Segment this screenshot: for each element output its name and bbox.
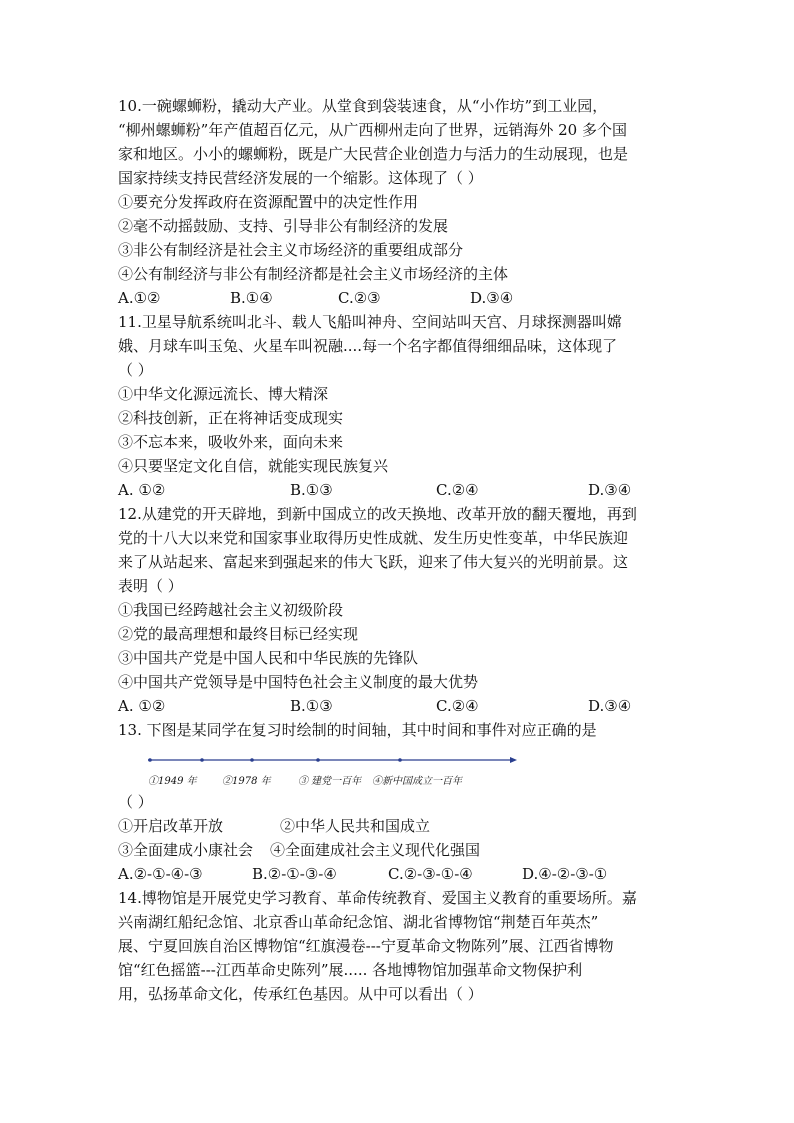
- question-12: [118, 502, 678, 718]
- question-10-item: ③非公有制经济是社会主义市场经济的重要组成部分: [118, 241, 464, 259]
- option-b: B.①④: [230, 289, 273, 307]
- question-10-stem-line: 10.一碗螺蛳粉，撬动大产业。从堂食到袋装速食，从“小作坊”到工业园，: [118, 97, 608, 115]
- question-13-item: ②中华人民共和国成立: [280, 817, 431, 835]
- option-d: D.③④: [588, 481, 632, 499]
- option-a: A.①②: [118, 289, 161, 307]
- question-14-stem-line: 馆“红色摇篮---江西革命史陈列”展..... 各地博物馆加强革命文物保护利: [118, 961, 583, 979]
- option-b: B.②-①-③-④: [252, 865, 337, 883]
- question-11-item: ②科技创新，正在将神话变成现实: [118, 409, 344, 427]
- option-a: A. ①②: [118, 697, 166, 715]
- question-13-item-row: [118, 814, 678, 838]
- option-b: B.①③: [290, 481, 333, 499]
- question-13-item-row: [118, 838, 678, 862]
- question-12-item: ④中国共产党领导是中国特色社会主义制度的最大优势: [118, 673, 479, 691]
- timeline-label: ③ 建党一百年: [298, 776, 362, 787]
- option-c: C.②④: [436, 481, 479, 499]
- question-14-stem-line: 展、宁夏回族自治区博物馆“红旗漫卷---宁夏革命文物陈列”展、江西省博物: [118, 937, 614, 955]
- question-10-item: ①要充分发挥政府在资源配置中的决定性作用: [118, 193, 419, 211]
- timeline-tick: [316, 758, 320, 762]
- question-11-item: ③不忘本来，吸收外来，面向未来: [118, 433, 344, 451]
- question-12-stem-line: 12.从建党的开天辟地，到新中国成立的改天换地、改革开放的翻天覆地，再到: [118, 505, 637, 523]
- exam-page: [118, 94, 678, 1006]
- question-11-stem-line: （ ）: [118, 361, 153, 379]
- option-d: D.③④: [588, 697, 632, 715]
- question-11-stem-line: 11.卫星导航系统叫北斗、载人飞船叫神舟、空间站叫天宫、月球探测器叫嫦: [118, 313, 622, 331]
- question-10-stem-line: “柳州螺蛳粉”年产值超百亿元，从广西柳州走向了世界，远销海外 20 多个国: [118, 121, 627, 139]
- question-12-stem-line: 表明（ ）: [118, 577, 183, 595]
- question-13-options: [118, 862, 678, 886]
- question-12-item: ③中国共产党是中国人民和中华民族的先锋队: [118, 649, 419, 667]
- question-10-stem-line: 国家持续支持民营经济发展的一个缩影。这体现了（ ）: [118, 169, 483, 187]
- question-13-item: ④全面建成社会主义现代化强国: [270, 841, 481, 859]
- timeline-tick: [250, 758, 254, 762]
- timeline-tick: [200, 758, 204, 762]
- timeline-label: ①1949 年: [148, 776, 197, 787]
- timeline-tick: [398, 758, 402, 762]
- question-14-stem-line: 用，弘扬革命文化，传承红色基因。从中可以看出（ ）: [118, 985, 483, 1003]
- question-14: [118, 886, 678, 1006]
- option-c: C.②-③-①-④: [388, 865, 473, 883]
- question-10: [118, 94, 678, 310]
- timeline-tick: [148, 758, 152, 762]
- question-10-options: [118, 286, 678, 310]
- question-10-item: ④公有制经济与非公有制经济都是社会主义市场经济的主体: [118, 265, 509, 283]
- question-11-item: ④只要坚定文化自信，就能实现民族复兴: [118, 457, 389, 475]
- question-11-item: ①中华文化源远流长、博大精深: [118, 385, 329, 403]
- option-a: A. ①②: [118, 481, 166, 499]
- question-12-stem-line: 党的十八大以来党和国家事业取得历史性成就、发生历史性变革，中华民族迎: [118, 529, 629, 547]
- question-11-options: [118, 478, 678, 502]
- question-13-item: ③全面建成小康社会: [118, 841, 254, 859]
- question-12-options: [118, 694, 678, 718]
- option-a: A.②-①-④-③: [118, 865, 203, 883]
- question-11: [118, 310, 678, 502]
- option-b: B.①③: [290, 697, 333, 715]
- timeline-arrow-icon: [510, 757, 517, 763]
- question-14-stem-line: 兴南湖红船纪念馆、北京香山革命纪念馆、湖北省博物馆“荆楚百年英杰”: [118, 913, 599, 931]
- question-13-answer-blank: （ ）: [118, 793, 153, 811]
- question-14-stem-line: 14.博物馆是开展党史学习教育、革命传统教育、爱国主义教育的重要场所。嘉: [118, 889, 637, 907]
- timeline-figure: [118, 754, 678, 804]
- question-13-stem-line: 13. 下图是某同学在复习时绘制的时间轴，其中时间和事件对应正确的是: [118, 721, 597, 739]
- timeline-label: ④新中国成立一百年: [372, 776, 462, 787]
- question-13-item: ①开启改革开放: [118, 817, 224, 835]
- option-c: C.②④: [436, 697, 479, 715]
- question-10-stem-line: 家和地区。小小的螺蛳粉，既是广大民营企业创造力与活力的生动展现，也是: [118, 145, 629, 163]
- option-d: D.④-②-③-①: [522, 865, 608, 883]
- timeline-axis: [146, 754, 518, 766]
- question-13: [118, 718, 678, 886]
- timeline-label: ②1978 年: [222, 776, 271, 787]
- option-d: D.③④: [470, 289, 514, 307]
- option-c: C.②③: [338, 289, 381, 307]
- question-12-item: ②党的最高理想和最终目标已经实现: [118, 625, 359, 643]
- question-10-item: ②毫不动摇鼓励、支持、引导非公有制经济的发展: [118, 217, 449, 235]
- question-11-stem-line: 娥、月球车叫玉兔、火星车叫祝融....每一个名字都值得细细品味，这体现了: [118, 337, 618, 355]
- question-12-stem-line: 来了从站起来、富起来到强起来的伟大飞跃，迎来了伟大复兴的光明前景。这: [118, 553, 629, 571]
- question-12-item: ①我国已经跨越社会主义初级阶段: [118, 601, 344, 619]
